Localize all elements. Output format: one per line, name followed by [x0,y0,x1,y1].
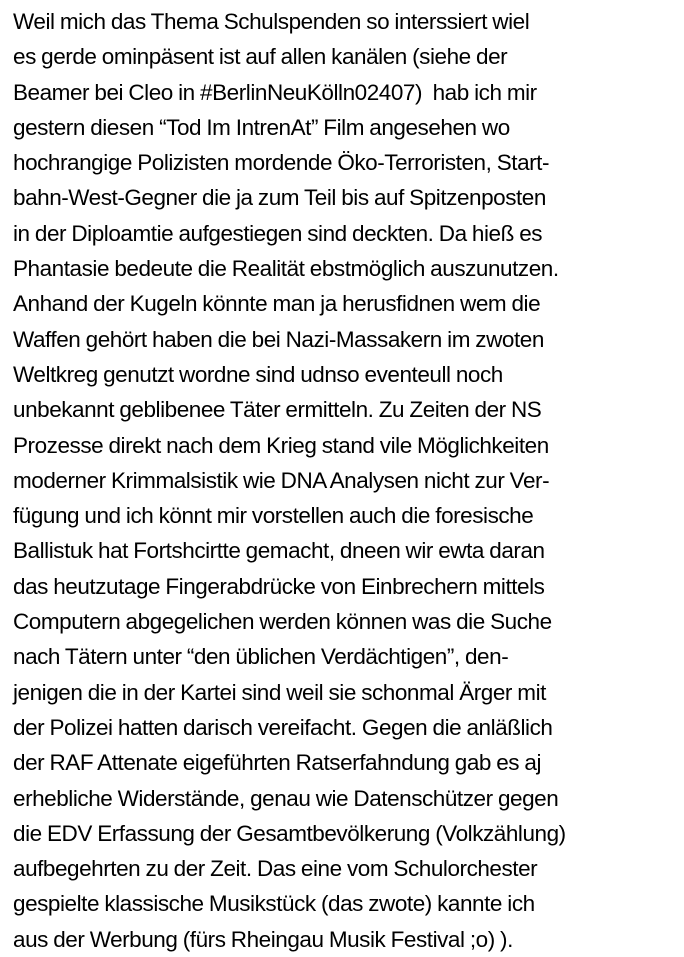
text-line-13: Prozesse direkt nach dem Krieg stand vile Möglichkeiten [13,432,549,458]
text-line-6: bahn-West-Gegner die ja zum Teil bis auf Spitzenposten [13,185,546,211]
text-line-10: Waffen gehört haben die bei Nazi-Massakern im zwoten [13,326,544,352]
text-line-3: Beamer bei Cleo in #BerlinNeuKölln02407) hab ich mir [13,79,537,105]
text-line-23: erhebliche Widerstände, genau wie Datenschützer gegen [13,785,559,811]
text-line-24: die EDV Erfassung der Gesamtbevölkerung (Volkzählung) [13,820,566,846]
text-line-11: Weltkreg genutzt wordne sind udnso eventeull noch [13,361,503,387]
text-line-25: aufbegehrten zu der Zeit. Das eine vom Schulorchester [13,856,538,882]
text-line-18: Computern abgegelichen werden können was die Suche [13,609,552,635]
text-line-4: gestern diesen “Tod Im IntrenAt” Film angesehen wo [13,114,510,140]
text-line-9: Anhand der Kugeln könnte man ja herusfidnen wem die [13,291,541,317]
text-line-22: der RAF Attenate eigeführten Ratserfahndung gab es aj [13,750,542,776]
text-line-14: moderner Krimmalsistik wie DNA Analysen nicht zur Ver- [13,467,550,493]
text-line-27: aus der Werbung (fürs Rheingau Musik Festival ;o) ). [13,926,513,952]
text-line-12: unbekannt geblibenee Täter ermitteln. Zu Zeiten der NS [13,397,542,423]
text-line-16: Ballistuk hat Fortshcirtte gemacht, dneen wir ewta daran [13,538,545,564]
text-line-19: nach Tätern unter “den üblichen Verdächtigen”, den- [13,644,509,670]
text-line-8: Phantasie bedeute die Realität ebstmöglich auszunutzen. [13,256,559,282]
text-line-1: Weil mich das Thema Schulspenden so interssiert wiel [13,9,530,34]
text-line-17: das heutzutage Fingerabdrücke von Einbrechern mittels [13,573,545,599]
text-line-15: fügung und ich könnt mir vorstellen auch die foresische [13,503,534,529]
text-line-2: es gerde ominpäsent ist auf allen kanälen (siehe der [13,44,508,70]
text-line-21: der Polizei hatten darisch vereifacht. Gegen die anläßlich [13,714,553,740]
text-line-5: hochrangige Polizisten mordende Öko-Terroristen, Start- [13,150,550,176]
text-line-7: in der Diploamtie aufgestiegen sind deckten. Da hieß es [13,220,543,246]
text-line-20: jenigen die in der Kartei sind weil sie schonmal Ärger mit [13,679,546,705]
text-line-26: gespielte klassische Musikstück (das zwote) kannte ich [13,891,535,917]
body-text [13,4,684,957]
